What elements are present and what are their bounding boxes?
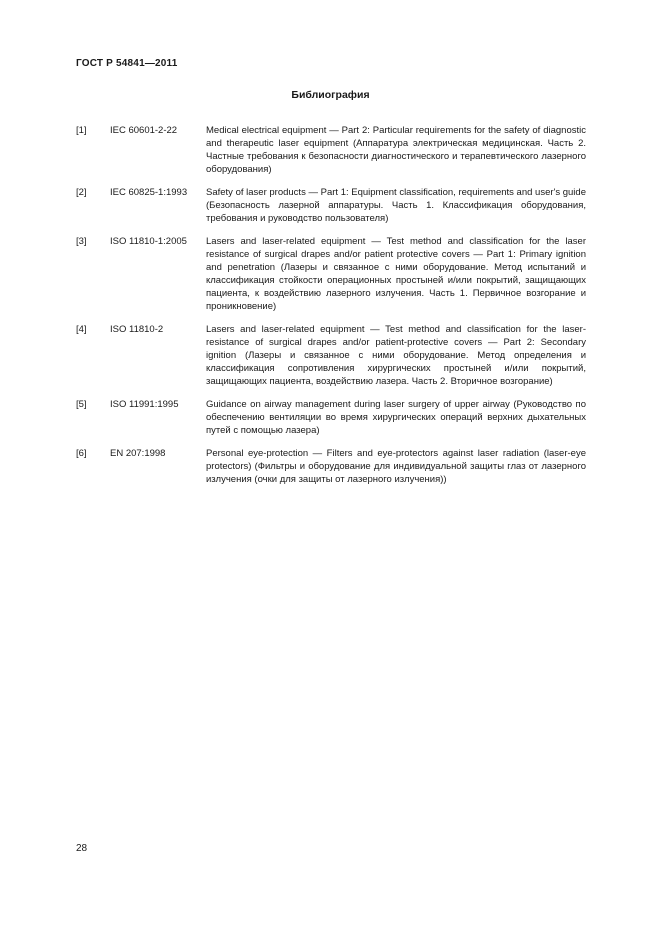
entry-description: Personal eye-protection — Filters and eye-protectors against laser radiation (laser-eye protectors) (Фильтры и оборудование для индивидуальной защиты глаз от лазерного излучения (очки для защиты от лазерного излучения)) [206, 448, 586, 485]
entry-number: [6] [76, 448, 87, 459]
bibliography-entry [76, 235, 586, 313]
entry-code: IEC 60601-2-22 [110, 125, 178, 136]
entry-description: Safety of laser products — Part 1: Equipment classification, requirements and user's guide (Безопасность лазерной аппаратуры. Часть 1. Классификация оборудования, требования и руководство пользователя) [206, 187, 586, 224]
page-number: 28 [76, 843, 88, 854]
bibliography-list [76, 124, 586, 496]
entry-description: Medical electrical equipment — Part 2: Particular requirements for the safety of diagnostic and therapeutic laser equipment (Аппаратура электрическая медицинская. Часть 2. Частные требования к безопасности диагностического и терапевтического лазерного оборудования) [206, 125, 586, 175]
entry-number: [5] [76, 399, 87, 410]
entry-code: ISO 11810-2 [110, 324, 164, 335]
entry-description: Guidance on airway management during laser surgery of upper airway (Руководство по обеспечению вентиляции во время хирургических операций верхних дыхательных путей с помощью лазера) [206, 399, 586, 436]
entry-number: [3] [76, 236, 87, 247]
entry-code: IEC 60825-1:1993 [110, 187, 188, 198]
bibliography-entry [76, 447, 586, 486]
entry-number: [1] [76, 125, 87, 136]
entry-code: ISO 11810-1:2005 [110, 236, 187, 247]
bibliography-entry [76, 186, 586, 225]
entry-number: [2] [76, 187, 87, 198]
bibliography-entry [76, 398, 586, 437]
document-number: ГОСТ Р 54841—2011 [76, 58, 178, 69]
entry-code: ISO 11991:1995 [110, 399, 179, 410]
entry-description: Lasers and laser-related equipment — Test method and classification for the laser-resistance of surgical drapes and/or patient-protective covers — Part 2: Secondary ignition (Лазеры и связанное с ними оборудование. Метод определения и классификация сопротивления хирургических простыней и/или покрытий, защищающих пациента, воздействию лазера. Часть 2. Вторичное возгорание) [206, 324, 586, 387]
bibliography-entry [76, 124, 586, 176]
bibliography-entry [76, 323, 586, 388]
entry-number: [4] [76, 324, 87, 335]
entry-description: Lasers and laser-related equipment — Test method and classification for the laser resistance of surgical drapes and/or patient protective covers — Part 1: Primary ignition and penetration (Лазеры и связанное с ними оборудование. Метод испытаний и классификация стойкости операционных простыней и/или покрытий, защищающих пациента, к воздействию лазерного излучения. Часть 1. Первичное возгорание и проникновение) [206, 236, 586, 312]
page-title: Библиография [291, 89, 370, 101]
entry-code: EN 207:1998 [110, 448, 166, 459]
